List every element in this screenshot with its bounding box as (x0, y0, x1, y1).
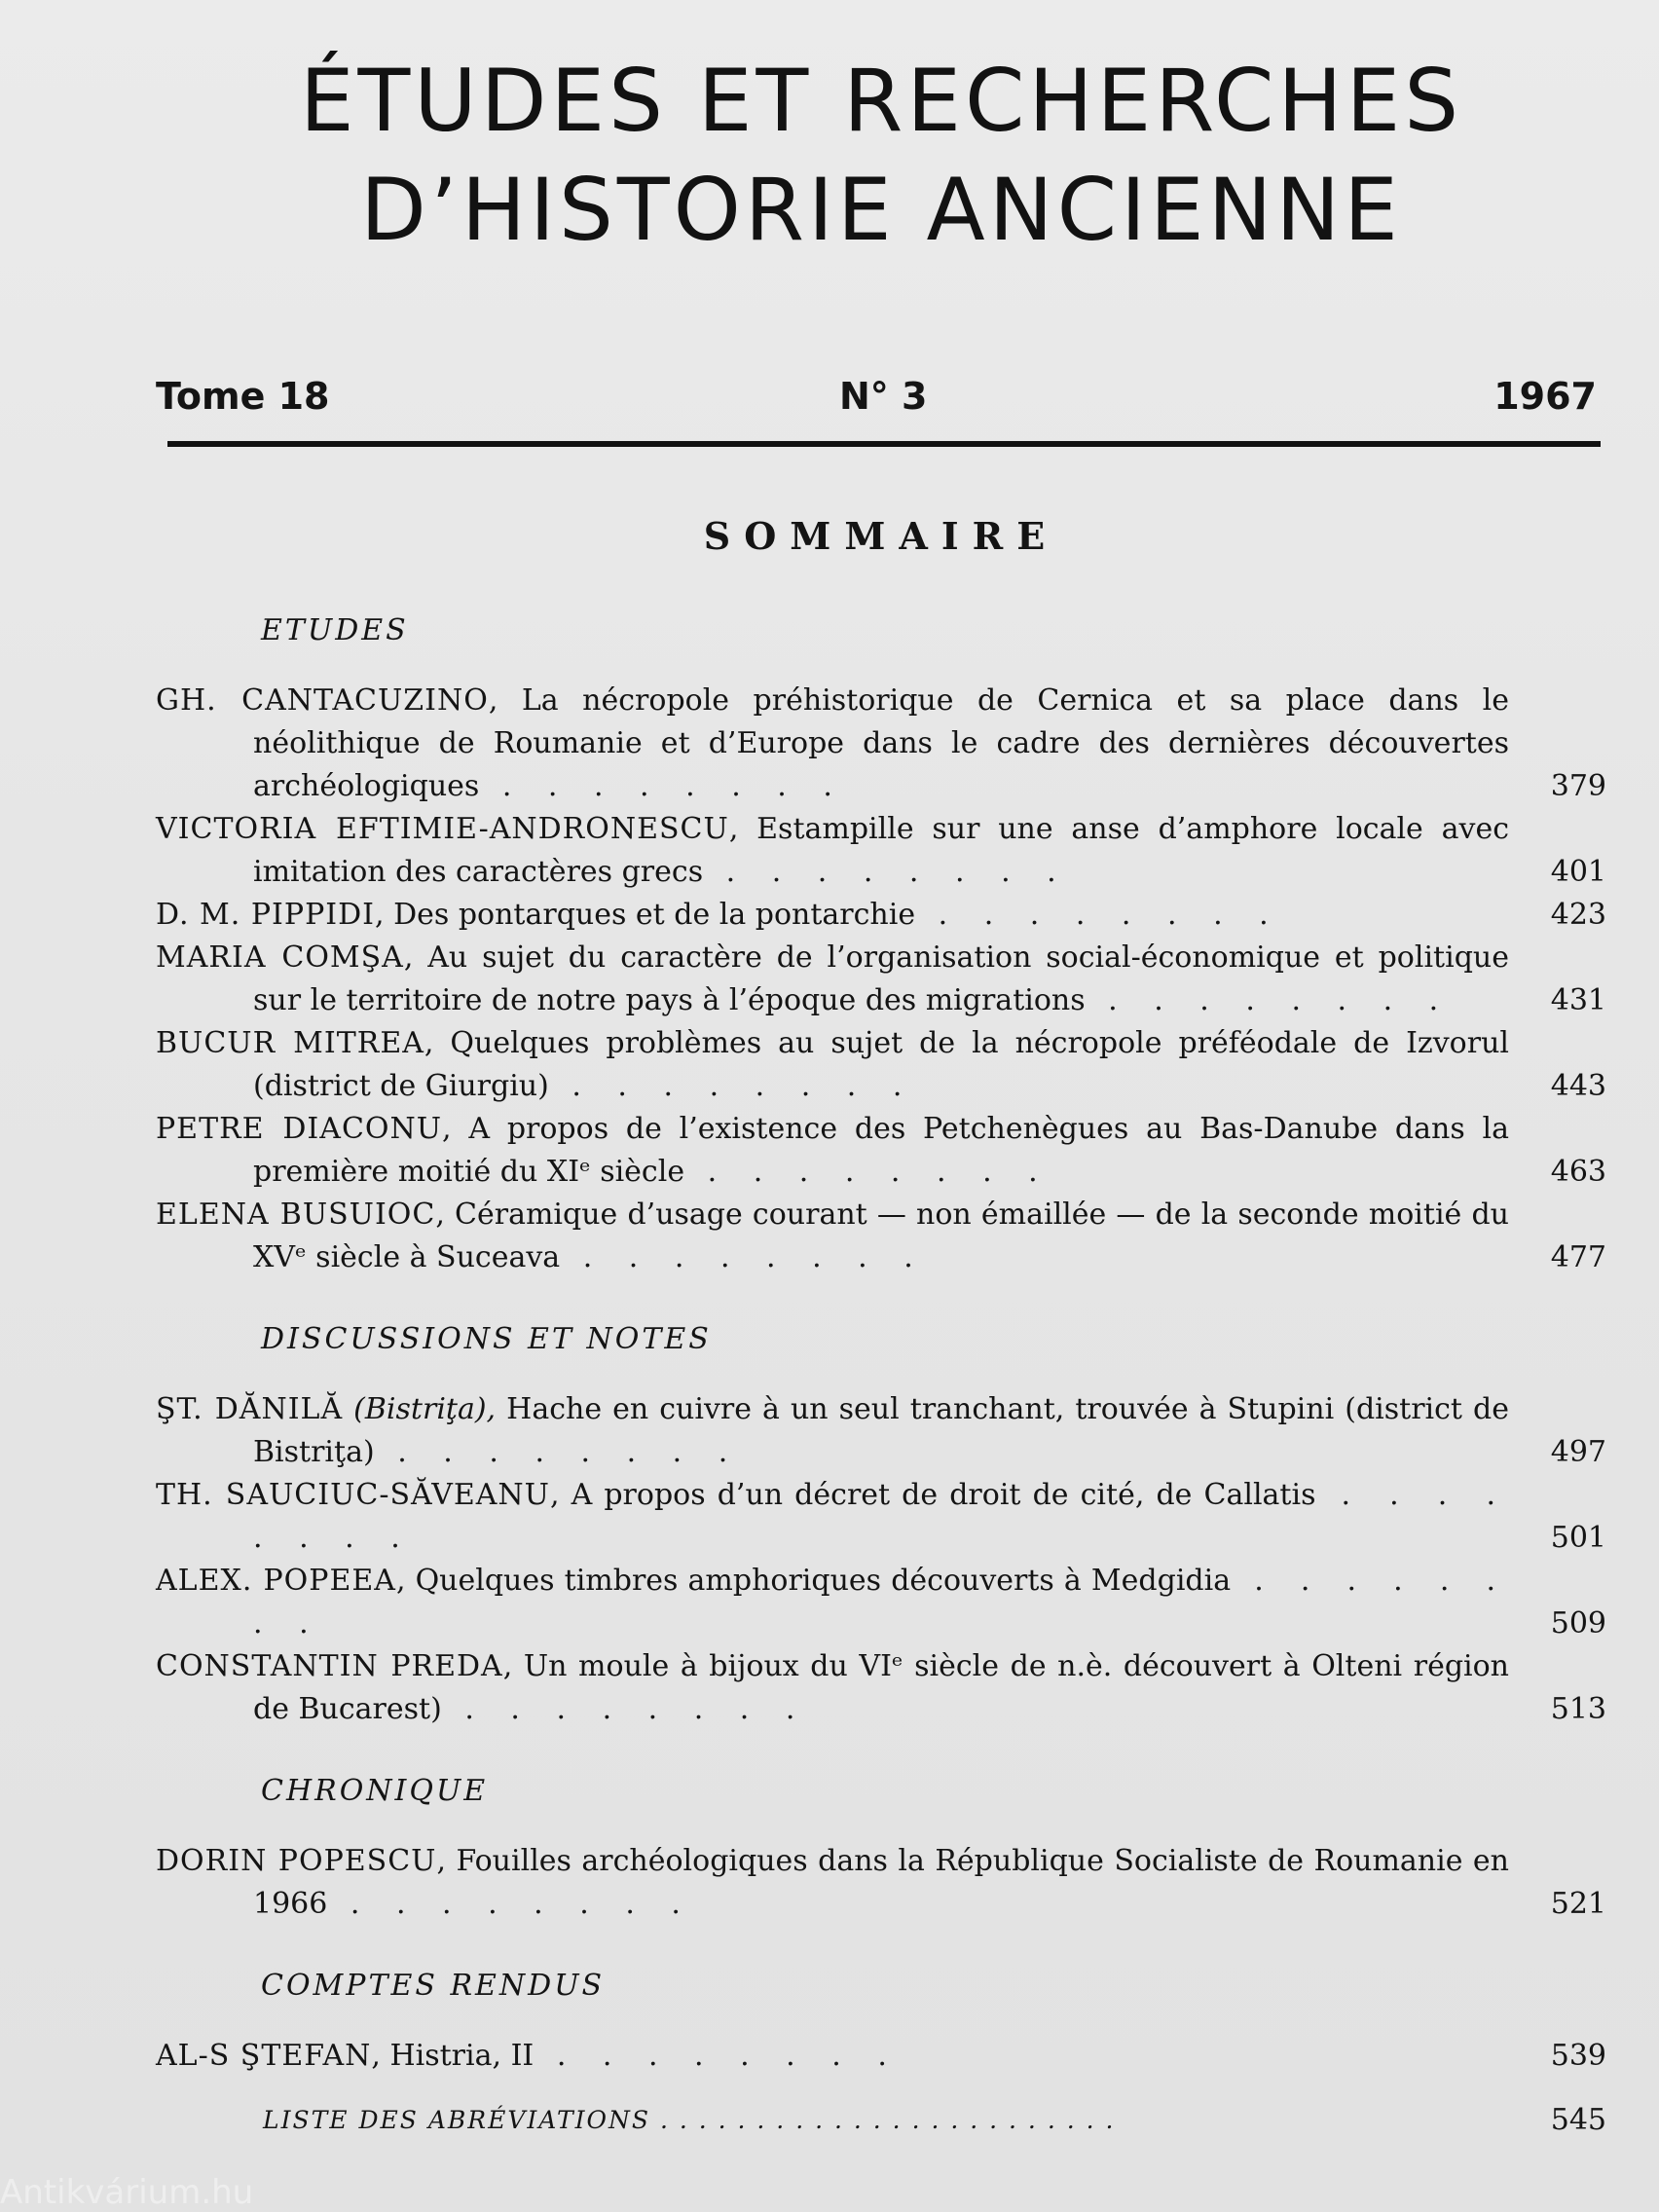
toc-author: ELENA BUSUIOC (156, 1198, 436, 1232)
toc-entry (156, 1194, 1606, 1279)
issue-info (156, 375, 1597, 433)
toc-entry-text (156, 1388, 1509, 1474)
journal-title-line1: ÉTUDES ET RECHERCHES (299, 51, 1463, 151)
dot-leader: . . . . . . . . (915, 898, 1282, 932)
dot-leader: . . . . . . . . (327, 1887, 694, 1921)
abbreviations-entry (156, 2099, 1606, 2142)
toc-page-number: 443 (1550, 1069, 1606, 1103)
toc-page-number: 521 (1550, 1887, 1606, 1921)
dot-leader: . . . . . . . . (534, 2039, 901, 2073)
section-heading: COMPTES RENDUS (261, 1969, 606, 2003)
toc-author: BUCUR MITREA (156, 1026, 424, 1060)
toc-entry-text (156, 2035, 1509, 2078)
dot-leader: . . . . . . . . (374, 1435, 742, 1469)
dot-leader: . . . . . . . . (479, 769, 846, 803)
toc-page-number: 477 (1550, 1240, 1606, 1274)
toc-entry-text (156, 1840, 1509, 1926)
toc-entry (156, 937, 1606, 1022)
toc-entry-text (156, 1560, 1509, 1645)
watermark: Antikvárium.hu (0, 2173, 254, 2212)
toc-entry (156, 1560, 1606, 1645)
toc-page-number: 501 (1550, 1521, 1606, 1555)
toc-entry (156, 680, 1606, 808)
toc-title: , Céramique d’usage courant — non émaillée — de la seconde moitié du XVᵉ siècle à Suceava (253, 1198, 1509, 1274)
toc-author: VICTORIA EFTIMIE-ANDRONESCU (156, 812, 729, 846)
tome-label: Tome 18 (156, 375, 330, 418)
toc-entry-text (156, 1474, 1509, 1560)
toc-title: , La nécropole préhistorique de Cernica et sa place dans le néolithique de Roumanie et d’Europe dans le cadre des dernières découvertes archéologiques (253, 683, 1509, 803)
section-heading: DISCUSSIONS ET NOTES (261, 1322, 712, 1356)
toc-title: , Des pontarques et de la pontarchie (375, 898, 916, 932)
toc-entry (156, 1474, 1606, 1560)
toc-author: ŞT. DĂNILĂ (156, 1392, 344, 1426)
toc-title: , A propos d’un décret de droit de cité, de Callatis (549, 1478, 1316, 1512)
toc-page-number: 539 (1550, 2039, 1606, 2073)
toc-entry-text (156, 808, 1509, 894)
issue-year: 1967 (1493, 375, 1597, 418)
toc-title: , Fouilles archéologiques dans la République Socialiste de Roumanie en 1966 (253, 1844, 1509, 1921)
toc-author: DORIN POPESCU (156, 1844, 437, 1878)
toc-page-number: 401 (1550, 855, 1606, 889)
toc-page-number: 513 (1550, 1692, 1606, 1726)
toc-entry-text (156, 1645, 1509, 1731)
toc-entry-text (156, 680, 1509, 808)
toc-entry-text (156, 1108, 1509, 1194)
toc-page-number: 423 (1550, 898, 1606, 932)
toc-page-number: 463 (1550, 1155, 1606, 1189)
toc-author: TH. SAUCIUC-SĂVEANU (156, 1478, 550, 1512)
issue-number: N° 3 (839, 375, 928, 418)
toc-entry (156, 1388, 1606, 1474)
toc-author: D. M. PIPPIDI (156, 898, 376, 932)
toc-title: , Histria, II (371, 2039, 535, 2073)
dot-leader: . . . . . . . . (703, 855, 1070, 889)
dot-leader: . . . . . . . . (253, 1564, 1510, 1641)
toc-entry-text (156, 937, 1509, 1022)
toc-title: , A propos de l’existence des Petchenègues au Bas-Danube dans la première moitié du XIᵉ siècle (253, 1112, 1509, 1189)
toc-title: Hache en cuivre à un seul tranchant, trouvée à Stupini (district de Bistriţa) (253, 1392, 1509, 1469)
toc-author: MARIA COMŞA (156, 940, 404, 975)
section-heading: ETUDES (261, 613, 409, 647)
toc-title: , Au sujet du caractère de l’organisation social-économique et politique sur le territoire de notre pays à l’époque des migrations (253, 940, 1509, 1017)
abbreviations-label: LISTE DES ABRÉVIATIONS . . . . . . . . . . . . . . . . . . . . . . . . (263, 2106, 1116, 2134)
dot-leader: . . . . . . . . (253, 1478, 1509, 1555)
toc-page-number: 509 (1550, 1606, 1606, 1641)
toc-entry (156, 808, 1606, 894)
toc-title: , Un moule à bijoux du VIᵉ siècle de n.è. découvert à Olteni région de Bucarest) (253, 1649, 1509, 1726)
journal-title-line2: D’HISTORIE ANCIENNE (360, 160, 1402, 260)
toc-entry (156, 1022, 1606, 1108)
section-heading: CHRONIQUE (261, 1774, 489, 1808)
dot-leader: . . . . . . . . (441, 1692, 809, 1726)
sommaire-heading: SOMMAIRE (703, 514, 1059, 558)
toc-entry (156, 2035, 1606, 2078)
toc-title: , Quelques problèmes au sujet de la nécropole préféodale de Izvorul (district de Giurgiu) (253, 1026, 1510, 1103)
toc-entry-text (156, 1194, 1509, 1279)
dot-leader: . . . . . . . . (560, 1240, 927, 1274)
toc-author: PETRE DIACONU (156, 1112, 443, 1146)
toc-author-note: (Bistriţa), (343, 1392, 497, 1426)
toc-page-number: 497 (1550, 1435, 1606, 1469)
toc-author: GH. CANTACUZINO (156, 683, 489, 718)
toc-entry-text (156, 1022, 1509, 1108)
abbreviations-page-number: 545 (1550, 2103, 1606, 2137)
table-of-contents (156, 613, 1606, 2142)
toc-title: , Estampille sur une anse d’amphore locale avec imitation des caractères grecs (253, 812, 1509, 889)
dot-leader: . . . . . . . . (548, 1069, 916, 1103)
header-rule (167, 441, 1601, 447)
toc-author: ALEX. POPEEA (156, 1564, 396, 1598)
toc-page-number: 379 (1550, 769, 1606, 803)
toc-title: , Quelques timbres amphoriques découverts à Medgidia (395, 1564, 1232, 1598)
toc-entry (156, 1108, 1606, 1194)
toc-author: CONSTANTIN PREDA (156, 1649, 503, 1683)
toc-entry (156, 1645, 1606, 1731)
toc-entry (156, 894, 1606, 937)
toc-entry (156, 1840, 1606, 1926)
toc-page-number: 431 (1550, 983, 1606, 1017)
dot-leader: . . . . . . . . (1085, 983, 1453, 1017)
toc-entry-text (156, 894, 1509, 937)
toc-author: AL-S ŞTEFAN (156, 2039, 372, 2073)
dot-leader: . . . . . . . . (684, 1155, 1051, 1189)
